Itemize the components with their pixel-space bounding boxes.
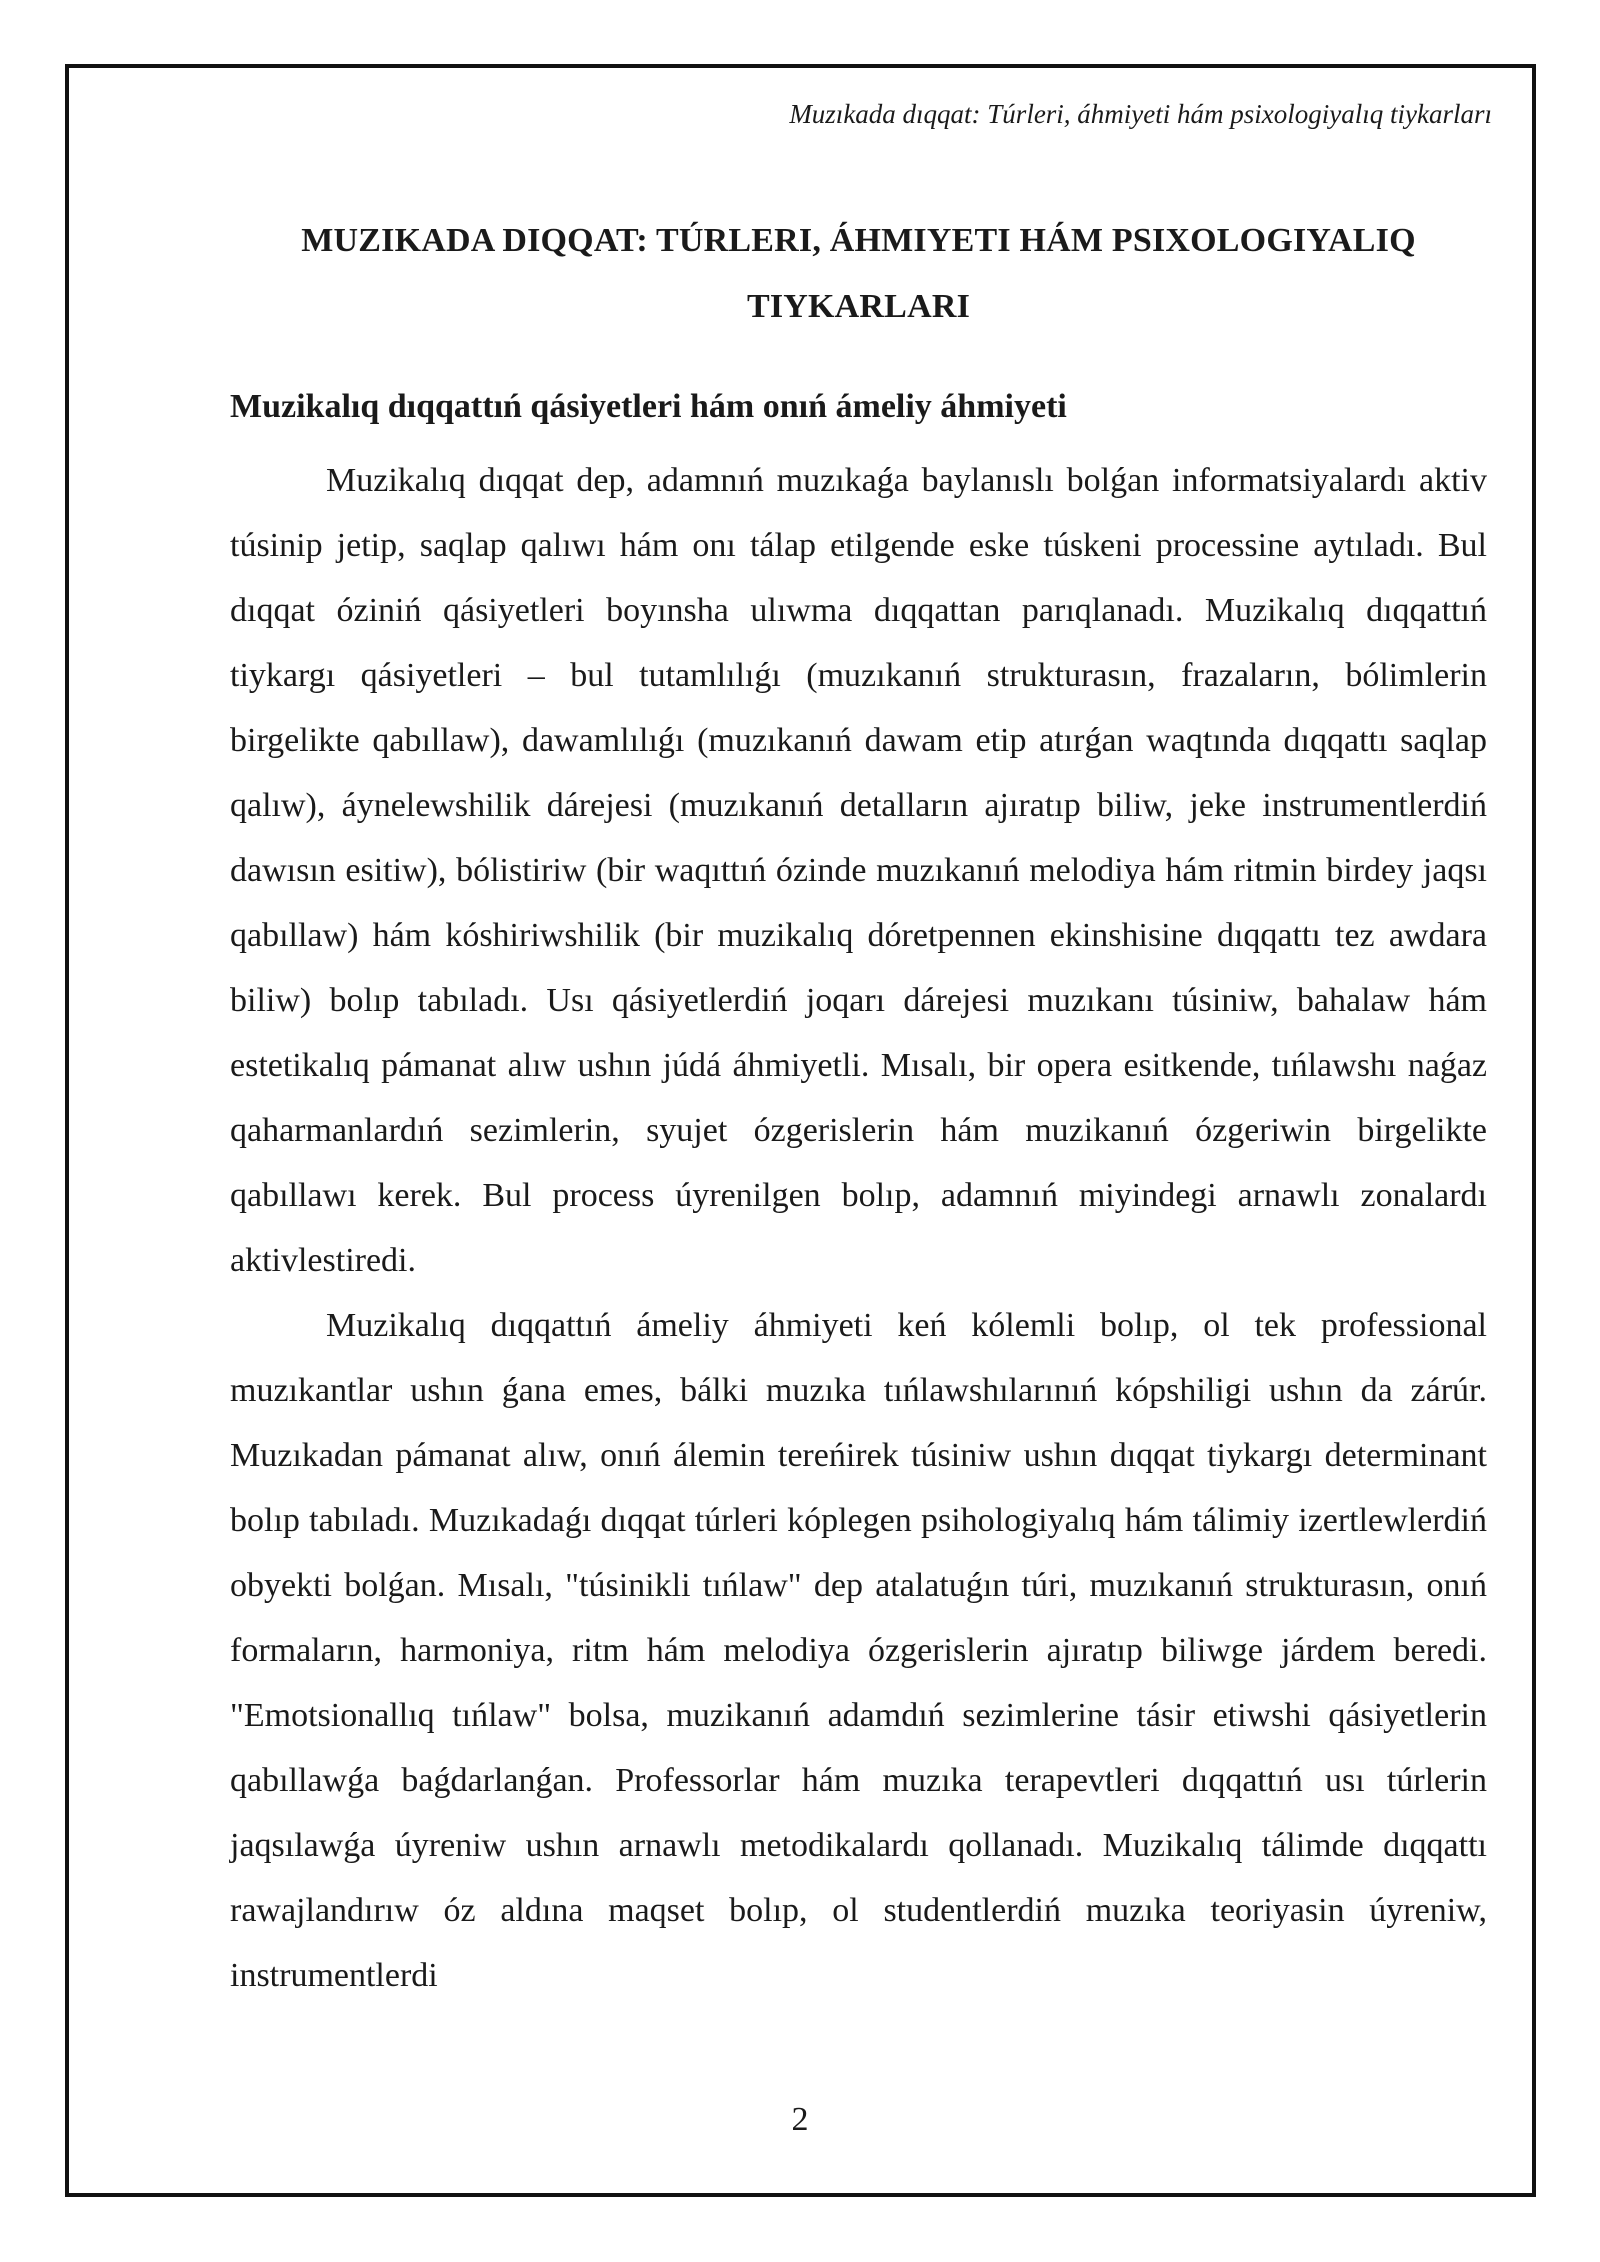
running-header: Muzıkada dıqqat: Túrleri, áhmiyeti hám psixologiyalıq tiykarları — [789, 99, 1492, 129]
document-body — [230, 208, 1487, 2008]
paragraph-2: Muzikalıq dıqqattıń ámeliy áhmiyeti keń kólemli bolıp, ol tek professional muzıkantlar ushın ǵana emes, bálki muzıka tıńlawshılarınıń kópshiligi ushın da zárúr. Muzıkadan pámanat alıw, onıń álemin tereńirek túsiniw ushın dıqqat tiykargı determinant bolıp tabıladı. Muzıkadaǵı dıqqat túrleri kóplegen psihologiyalıq hám tálimiy izertlewlerdiń obyekti bolǵan. Mısalı, "túsinikli tıńlaw" dep atalatuǵın túri, muzıkanıń strukturasın, onıń formaların, harmoniya, ritm hám melodiya ózgerislerin ajıratıp biliwge járdem beredi. "Emotsionallıq tıńlaw" bolsa, muzikanıń adamdıń sezimlerine tásir etiwshi qásiyetlerin qabıllawǵa baǵdarlanǵan. Professorlar hám muzıka terapevtleri dıqqattıń usı túrlerin jaqsılawǵa úyreniw ushın arnawlı metodikalardı qollanadı. Muzikalıq tálimde dıqqattı rawajlandırıw óz aldına maqset bolıp, ol studentlerdiń muzıka teoriyasin úyreniw, instrumentlerdi — [230, 1307, 1487, 1994]
page-number: 2 — [791, 2101, 809, 2138]
document-title: MUZIKADA DIQQAT: TÚRLERI, ÁHMIYETI HÁM PSIXOLOGIYALIQ TIYKARLARI — [301, 222, 1416, 325]
paragraph-1: Muzikalıq dıqqat dep, adamnıń muzıkaǵa baylanıslı bolǵan informatsiyalardı aktiv túsinip jetip, saqlap qalıwı hám onı tálap etilgende eske túskeni processine aytıladı. Bul dıqqat óziniń qásiyetleri boyınsha ulıwma dıqqattan parıqlanadı. Muzikalıq dıqqattıń tiykargı qásiyetleri – bul tutamlılıǵı (muzıkanıń strukturasın, frazaların, bólimlerin birgelikte qabıllaw), dawamlılıǵı (muzıkanıń dawam etip atırǵan waqtında dıqqattı saqlap qalıw), áynelewshilik dárejesi (muzıkanıń detalların ajıratıp biliw, jeke instrumentlerdiń dawısın esitiw), bólistiriw (bir waqıttıń ózinde muzıkanıń melodiya hám ritmin birdey jaqsı qabıllaw) hám kóshiriwshilik (bir muzikalıq dóretpennen ekinshisine dıqqattı tez awdara biliw) bolıp tabıladı. Usı qásiyetlerdiń joqarı dárejesi muzıkanı túsiniw, bahalaw hám estetikalıq pámanat alıw ushın júdá áhmiyetli. Mısalı, bir opera esitkende, tıńlawshı naǵaz qaharmanlardıń sezimlerin, syujet ózgerislerin hám muzikanıń ózgeriwin birgelikte qabıllawı kerek. Bul process úyrenilgen bolıp, adamnıń miyindegi arnawlı zonalardı aktivlestiredi. — [230, 462, 1487, 1279]
section-heading: Muzikalıq dıqqattıń qásiyetleri hám onıń ámeliy áhmiyeti — [230, 388, 1067, 425]
